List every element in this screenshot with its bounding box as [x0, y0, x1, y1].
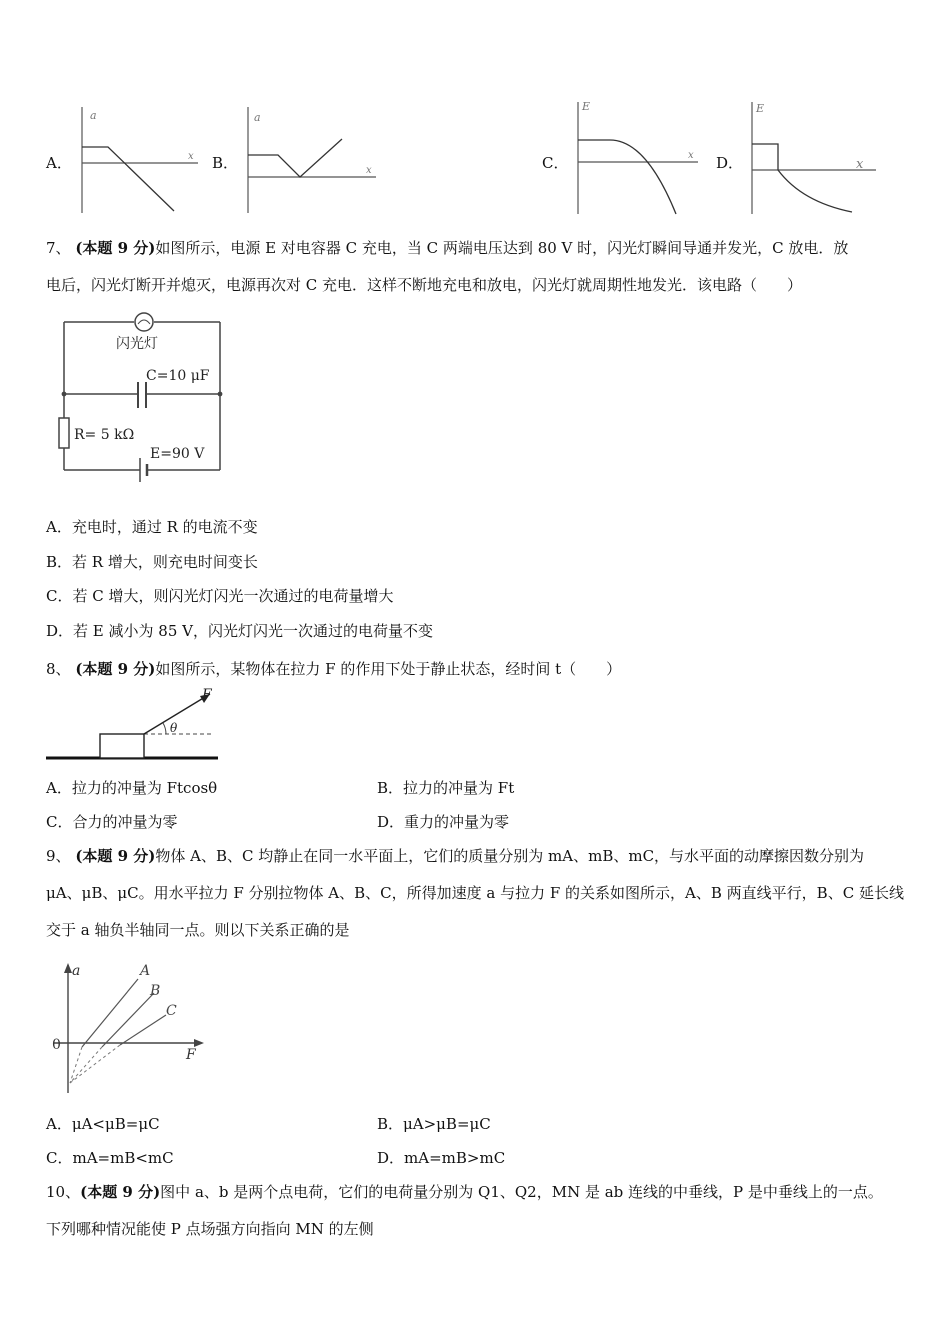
- q10-stem-line2: 下列哪种情况能使 P 点场强方向指向 MN 的左侧: [46, 1220, 374, 1238]
- q7-lamp-label: 闪光灯: [116, 336, 158, 352]
- q7-option-d: D．若 E 减小为 85 V，闪光灯闪光一次通过的电荷量不变: [46, 622, 433, 640]
- q8-stem: [46, 658, 621, 679]
- q8-score: (本题 9 分): [75, 660, 156, 678]
- q7-score: (本题 9 分): [75, 239, 156, 257]
- q6-c-axis-label: E: [582, 100, 591, 113]
- q7-capacitor-label: C=10 μF: [146, 368, 210, 384]
- q7-option-b: B．若 R 增大，则充电时间变长: [46, 553, 258, 571]
- q7-text-1: 如图所示，电源 E 对电容器 C 充电，当 C 两端电压达到 80 V 时，闪光灯瞬间导通并发光，C 放电．放: [155, 239, 849, 257]
- q6-option-b-label: B．: [212, 154, 239, 172]
- q8-force-label: F: [202, 687, 212, 703]
- q8-number: 8、: [46, 660, 71, 678]
- q9-stem-line3: 交于 a 轴负半轴同一点。则以下关系正确的是: [46, 921, 350, 939]
- q9-stem-line2: μA、μB、μC。用水平拉力 F 分别拉物体 A、B、C，所得加速度 a 与拉力 F 的关系如图所示，A、B 两直线平行，B、C 延长线: [46, 884, 904, 902]
- resistor-icon: [59, 418, 69, 448]
- y-axis-arrow-icon: [64, 963, 72, 973]
- q9-option-d: D．mA=mB>mC: [377, 1149, 506, 1167]
- lamp-icon: [135, 313, 153, 331]
- q7-circuit-diagram: [56, 310, 232, 488]
- q9-a-f-graph: [44, 955, 214, 1097]
- q9-y-label: a: [72, 963, 81, 979]
- q10-number: 10、: [46, 1183, 81, 1201]
- q9-stem-line1: [46, 845, 864, 866]
- q8-angle-label: θ: [170, 721, 178, 735]
- q9-text-1: 物体 A、B、C 均静止在同一水平面上，它们的质量分别为 mA、mB、mC，与水平面的动摩擦因数分别为: [155, 847, 865, 865]
- q6-b-x-label: x: [366, 165, 372, 176]
- q10-score: (本题 9 分): [80, 1183, 161, 1201]
- q9-line-c-label: C: [166, 1003, 177, 1019]
- q6-d-axis-label: E: [756, 102, 765, 115]
- q8-block-diagram: [44, 684, 224, 764]
- q6-graph-c: [566, 98, 706, 216]
- q8-option-b: B．拉力的冲量为 Ft: [377, 779, 515, 797]
- q10-text-1: 图中 a、b 是两个点电荷，它们的电荷量分别为 Q1、Q2，MN 是 ab 连线的中垂线，P 是中垂线上的一点。: [160, 1183, 883, 1201]
- q6-option-c-label: C．: [542, 154, 569, 172]
- q6-graph-a: [70, 105, 210, 215]
- q8-option-d: D．重力的冲量为零: [377, 813, 510, 831]
- q6-a-axis-label: a: [90, 109, 97, 122]
- q7-stem-line1: [46, 237, 848, 258]
- q9-option-a: A．μA<μB=μC: [46, 1115, 160, 1133]
- q6-b-axis-label: a: [254, 111, 261, 124]
- q7-emf-label: E=90 V: [150, 446, 205, 462]
- q7-resistor-label: R= 5 kΩ: [74, 427, 135, 443]
- q6-a-x-label: x: [188, 151, 194, 162]
- q9-option-c: C．mA=mB<mC: [46, 1149, 174, 1167]
- q6-option-d-label: D．: [716, 154, 744, 172]
- q8-text: 如图所示，某物体在拉力 F 的作用下处于静止状态，经时间 t（ ）: [155, 660, 622, 678]
- q9-number: 9、: [46, 847, 71, 865]
- q6-option-a-label: A．: [46, 154, 72, 172]
- q6-d-x-label: x: [856, 157, 864, 172]
- q8-option-c: C．合力的冲量为零: [46, 813, 178, 831]
- q7-option-a: A．充电时，通过 R 的电流不变: [46, 518, 258, 536]
- x-axis-arrow-icon: [194, 1039, 204, 1047]
- q6-c-x-label: x: [688, 150, 694, 161]
- q6-graph-d: [740, 98, 880, 216]
- q7-stem-line2: 电后，闪光灯断开并熄灭，电源再次对 C 充电．这样不断地充电和放电，闪光灯就周期性地发光．该电路（ ）: [46, 276, 803, 294]
- q9-option-b: B．μA>μB=μC: [377, 1115, 491, 1133]
- q8-option-a: A．拉力的冲量为 Ftcosθ: [46, 779, 218, 797]
- q6-graph-b: [236, 105, 381, 215]
- q9-origin-label: 0: [52, 1037, 61, 1053]
- q10-stem-line1: [46, 1181, 883, 1202]
- block-icon: [100, 734, 144, 758]
- q9-line-a-label: A: [140, 963, 151, 979]
- q9-line-b-label: B: [150, 983, 161, 999]
- q7-option-c: C．若 C 增大，则闪光灯闪光一次通过的电荷量增大: [46, 587, 394, 605]
- q7-number: 7、: [46, 239, 71, 257]
- q9-x-label: F: [186, 1047, 196, 1063]
- q9-score: (本题 9 分): [75, 847, 156, 865]
